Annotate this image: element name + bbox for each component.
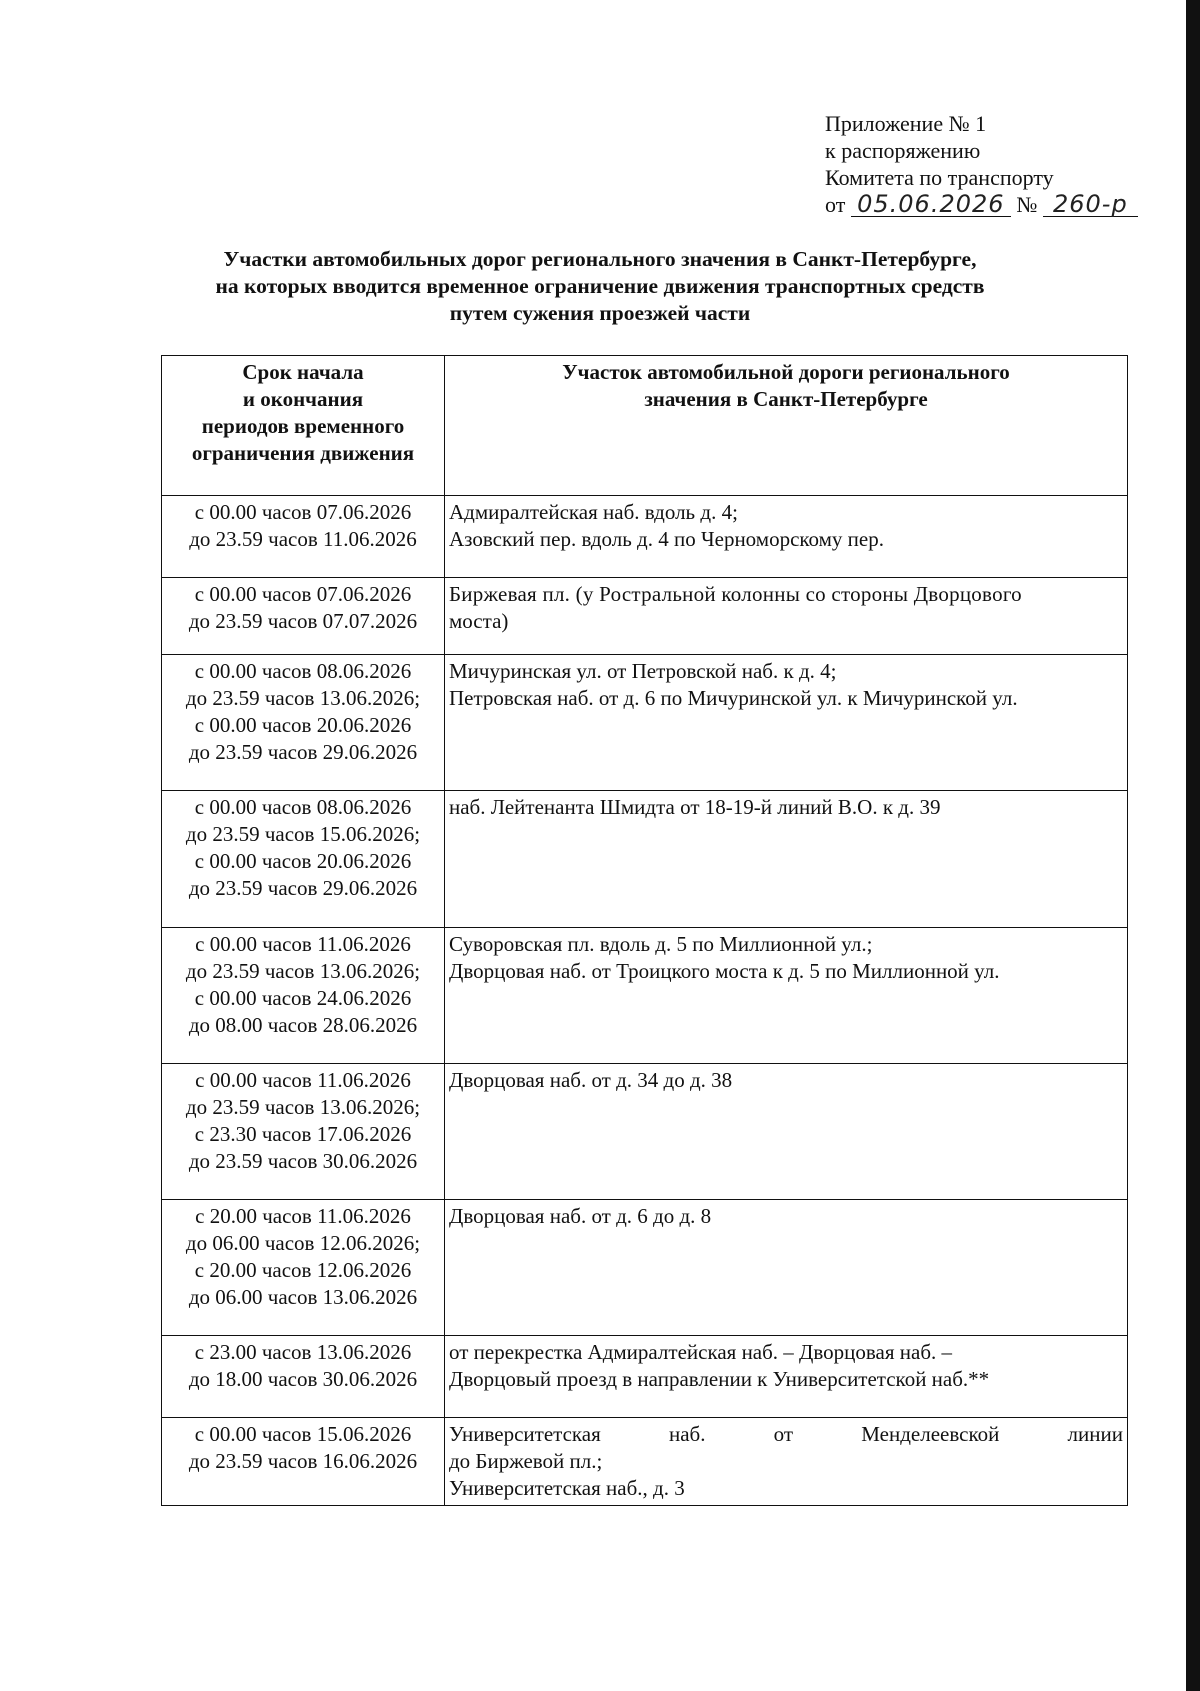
section-line: наб. Лейтенанта Шмидта от 18-19-й линий В.О. к д. 39	[449, 795, 941, 819]
period-line: до 06.00 часов 13.06.2026	[188, 1285, 418, 1309]
period-line: до 23.59 часов 29.06.2026	[188, 876, 418, 900]
period-line: с 00.00 часов 08.06.2026	[194, 659, 412, 683]
period-line: до 23.59 часов 11.06.2026	[189, 527, 417, 551]
handwritten-date: 05.06.2026	[851, 192, 1011, 217]
period-line: с 23.30 часов 17.06.2026	[194, 1122, 412, 1146]
period-line: с 20.00 часов 12.06.2026	[194, 1258, 412, 1282]
section-cell	[445, 791, 1128, 928]
section-cell	[445, 928, 1128, 1064]
period-line: до 23.59 часов 07.07.2026	[188, 609, 418, 633]
section-line: до Биржевой пл.;	[449, 1449, 603, 1473]
section-line: Дворцовая наб. от д. 6 до д. 8	[449, 1204, 712, 1228]
header-section-line: Участок автомобильной дороги регионального	[562, 360, 1010, 384]
table-row	[162, 791, 1128, 928]
period-cell	[162, 655, 445, 791]
number-label: №	[1016, 192, 1038, 217]
appendix-date-number-line	[825, 191, 1165, 218]
from-label: от	[825, 192, 846, 217]
period-line: до 06.00 часов 12.06.2026;	[185, 1231, 421, 1255]
section-line: Адмиралтейская наб. вдоль д. 4;	[449, 500, 738, 524]
period-line: с 20.00 часов 11.06.2026	[195, 1204, 411, 1228]
period-line: до 23.59 часов 15.06.2026;	[185, 822, 421, 846]
section-line: Суворовская пл. вдоль д. 5 по Миллионной ул.;	[449, 932, 873, 956]
period-cell	[162, 791, 445, 928]
table-row	[162, 928, 1128, 1064]
period-cell	[162, 496, 445, 578]
appendix-line-1: Приложение № 1	[825, 111, 987, 136]
title-line-1: Участки автомобильных дорог регионального значения в Санкт-Петербурге,	[223, 247, 977, 271]
header-section-line: значения в Санкт-Петербурге	[644, 387, 928, 411]
section-cell	[445, 655, 1128, 791]
section-cell	[445, 1336, 1128, 1418]
period-line: с 00.00 часов 11.06.2026	[195, 932, 411, 956]
appendix-line-2: к распоряжению	[825, 138, 981, 163]
period-line: до 23.59 часов 30.06.2026	[188, 1149, 418, 1173]
section-line: Дворцовый проезд в направлении к Университетской наб.**	[449, 1367, 990, 1391]
section-word: от	[773, 1422, 794, 1446]
section-line: моста)	[449, 609, 509, 633]
header-period	[162, 356, 445, 496]
table-row	[162, 578, 1128, 655]
header-period-line: и окончания	[242, 387, 364, 411]
header-period-line: ограничения движения	[191, 441, 415, 465]
restrictions-table	[161, 355, 1128, 1506]
period-line: до 08.00 часов 28.06.2026	[188, 1013, 418, 1037]
table-row	[162, 1200, 1128, 1336]
section-line: Азовский пер. вдоль д. 4 по Черноморскому пер.	[449, 527, 884, 551]
handwritten-number: 260-р	[1043, 192, 1138, 217]
appendix-block	[825, 110, 1165, 218]
period-line: до 23.59 часов 13.06.2026;	[185, 959, 421, 983]
section-line: Дворцовая наб. от Троицкого моста к д. 5 по Миллионной ул.	[449, 959, 1000, 983]
table-row	[162, 1418, 1128, 1506]
header-period-line: Срок начала	[242, 360, 364, 384]
section-line: Биржевая пл. (у Ростральной колонны со стороны Дворцового	[449, 582, 1022, 606]
period-cell	[162, 1418, 445, 1506]
period-line: с 00.00 часов 20.06.2026	[194, 849, 412, 873]
section-word: Университетская	[449, 1422, 601, 1446]
period-line: до 23.59 часов 16.06.2026	[188, 1449, 418, 1473]
period-line: с 23.00 часов 13.06.2026	[194, 1340, 412, 1364]
table-row	[162, 496, 1128, 578]
section-line: Дворцовая наб. от д. 34 до д. 38	[449, 1068, 733, 1092]
table-header-row	[162, 356, 1128, 496]
period-line: с 00.00 часов 07.06.2026	[194, 582, 412, 606]
period-line: до 18.00 часов 30.06.2026	[188, 1367, 418, 1391]
period-line: до 23.59 часов 13.06.2026;	[185, 686, 421, 710]
section-word: Менделеевской	[861, 1422, 1000, 1446]
section-cell	[445, 1418, 1128, 1506]
section-word: линии	[1067, 1422, 1123, 1446]
section-line: Университетская наб., д. 3	[449, 1476, 685, 1500]
section-line: Мичуринская ул. от Петровской наб. к д. 4;	[449, 659, 837, 683]
scan-edge-border	[1186, 0, 1200, 1691]
document-title	[150, 246, 1050, 327]
header-period-line: периодов временного	[201, 414, 405, 438]
period-line: с 00.00 часов 24.06.2026	[194, 986, 412, 1010]
title-line-3: путем сужения проезжей части	[449, 301, 751, 325]
period-line: с 00.00 часов 07.06.2026	[194, 500, 412, 524]
section-cell	[445, 1200, 1128, 1336]
period-cell	[162, 1336, 445, 1418]
period-line: с 00.00 часов 20.06.2026	[194, 713, 412, 737]
section-line: от перекрестка Адмиралтейская наб. – Дворцовая наб. –	[449, 1340, 953, 1364]
header-section	[445, 356, 1128, 496]
table-row	[162, 1064, 1128, 1200]
section-word: наб.	[668, 1422, 706, 1446]
period-line: до 23.59 часов 29.06.2026	[188, 740, 418, 764]
period-cell	[162, 928, 445, 1064]
period-line: с 00.00 часов 11.06.2026	[195, 1068, 411, 1092]
appendix-line-3: Комитета по транспорту	[825, 165, 1054, 190]
period-line: с 00.00 часов 15.06.2026	[194, 1422, 412, 1446]
section-line: Петровская наб. от д. 6 по Мичуринской ул. к Мичуринской ул.	[449, 686, 1018, 710]
section-cell	[445, 1064, 1128, 1200]
table-row	[162, 655, 1128, 791]
period-line: до 23.59 часов 13.06.2026;	[185, 1095, 421, 1119]
section-cell	[445, 496, 1128, 578]
section-justified-line	[449, 1421, 1123, 1448]
period-cell	[162, 1064, 445, 1200]
table-row	[162, 1336, 1128, 1418]
period-cell	[162, 578, 445, 655]
title-line-2: на которых вводится временное ограничение движения транспортных средств	[215, 274, 985, 298]
period-line: с 00.00 часов 08.06.2026	[194, 795, 412, 819]
period-cell	[162, 1200, 445, 1336]
section-cell	[445, 578, 1128, 655]
